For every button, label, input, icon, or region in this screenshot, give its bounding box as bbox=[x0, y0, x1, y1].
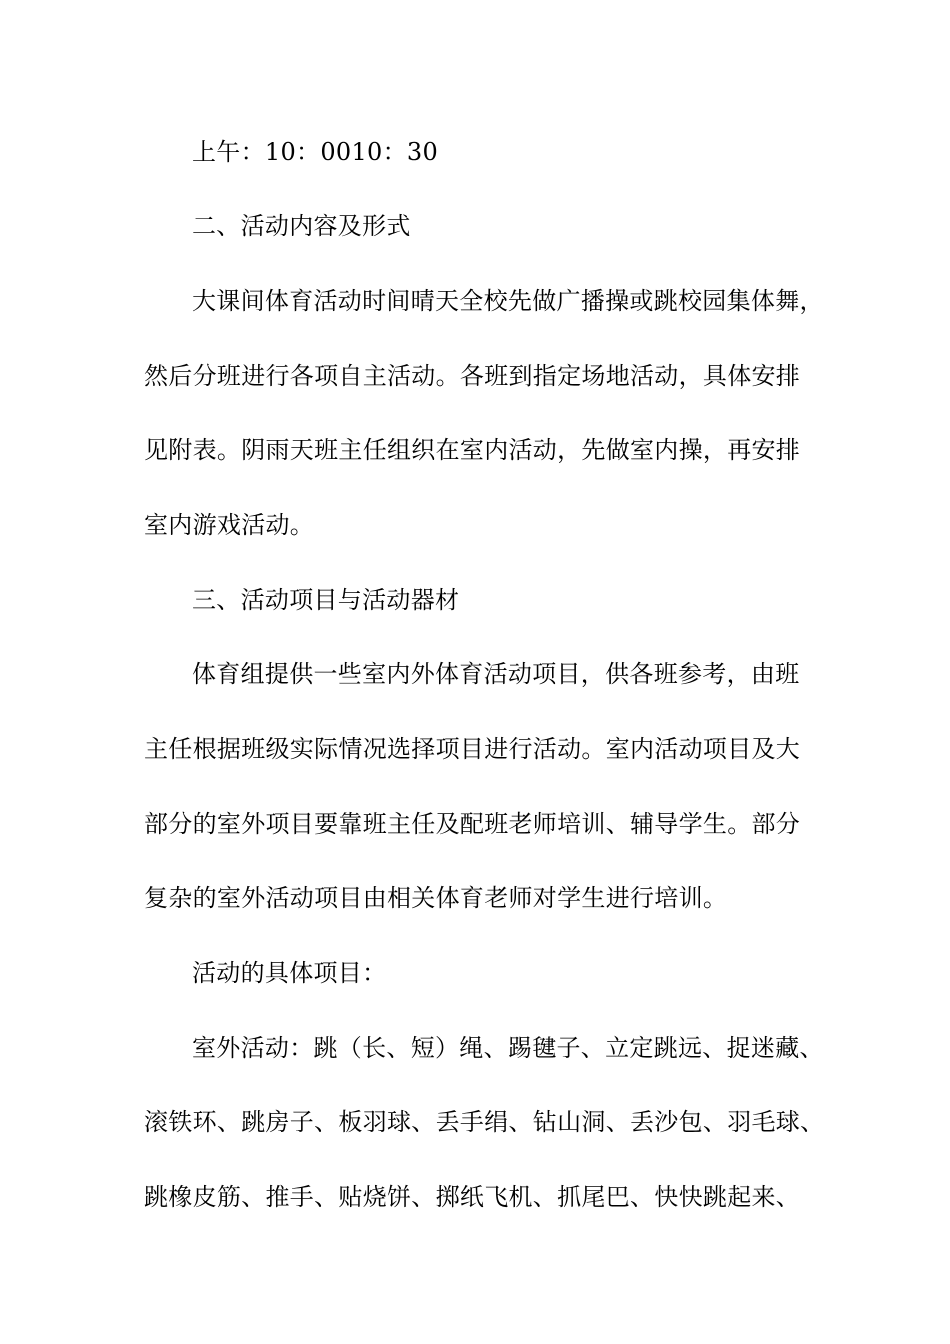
paragraph-1-line-3: 见附表。阴雨天班主任组织在室内活动，先做室内操，再安排 bbox=[144, 436, 801, 464]
section-heading-2: 二、活动内容及形式 bbox=[192, 212, 411, 240]
paragraph-2-line-4: 复杂的室外活动项目由相关体育老师对学生进行培训。 bbox=[144, 884, 728, 912]
paragraph-3: 活动的具体项目： bbox=[192, 959, 387, 987]
paragraph-4-line-2: 滚铁环、跳房子、板羽球、丢手绢、钻山洞、丢沙包、羽毛球、 bbox=[144, 1108, 825, 1136]
paragraph-2-line-3: 部分的室外项目要靠班主任及配班老师培训、辅导学生。部分 bbox=[144, 810, 801, 838]
paragraph-4-line-3: 跳橡皮筋、推手、贴烧饼、掷纸飞机、抓尾巴、快快跳起来、 bbox=[144, 1183, 801, 1211]
paragraph-1-line-4: 室内游戏活动。 bbox=[144, 511, 315, 539]
paragraph-2-line-2: 主任根据班级实际情况选择项目进行活动。室内活动项目及大 bbox=[144, 735, 801, 763]
paragraph-1-line-2: 然后分班进行各项自主活动。各班到指定场地活动，具体安排 bbox=[144, 362, 801, 390]
section-heading-3: 三、活动项目与活动器材 bbox=[192, 586, 460, 614]
paragraph-4-line-1: 室外活动：跳（长、短）绳、踢毽子、立定跳远、捉迷藏、 bbox=[192, 1034, 824, 1062]
paragraph-1-line-1: 大课间体育活动时间晴天全校先做广播操或跳校园集体舞， bbox=[192, 287, 824, 315]
paragraph-2-line-1: 体育组提供一些室内外体育活动项目，供各班参考，由班 bbox=[192, 660, 800, 688]
time-line: 上午：10：0010：30 bbox=[192, 138, 439, 166]
